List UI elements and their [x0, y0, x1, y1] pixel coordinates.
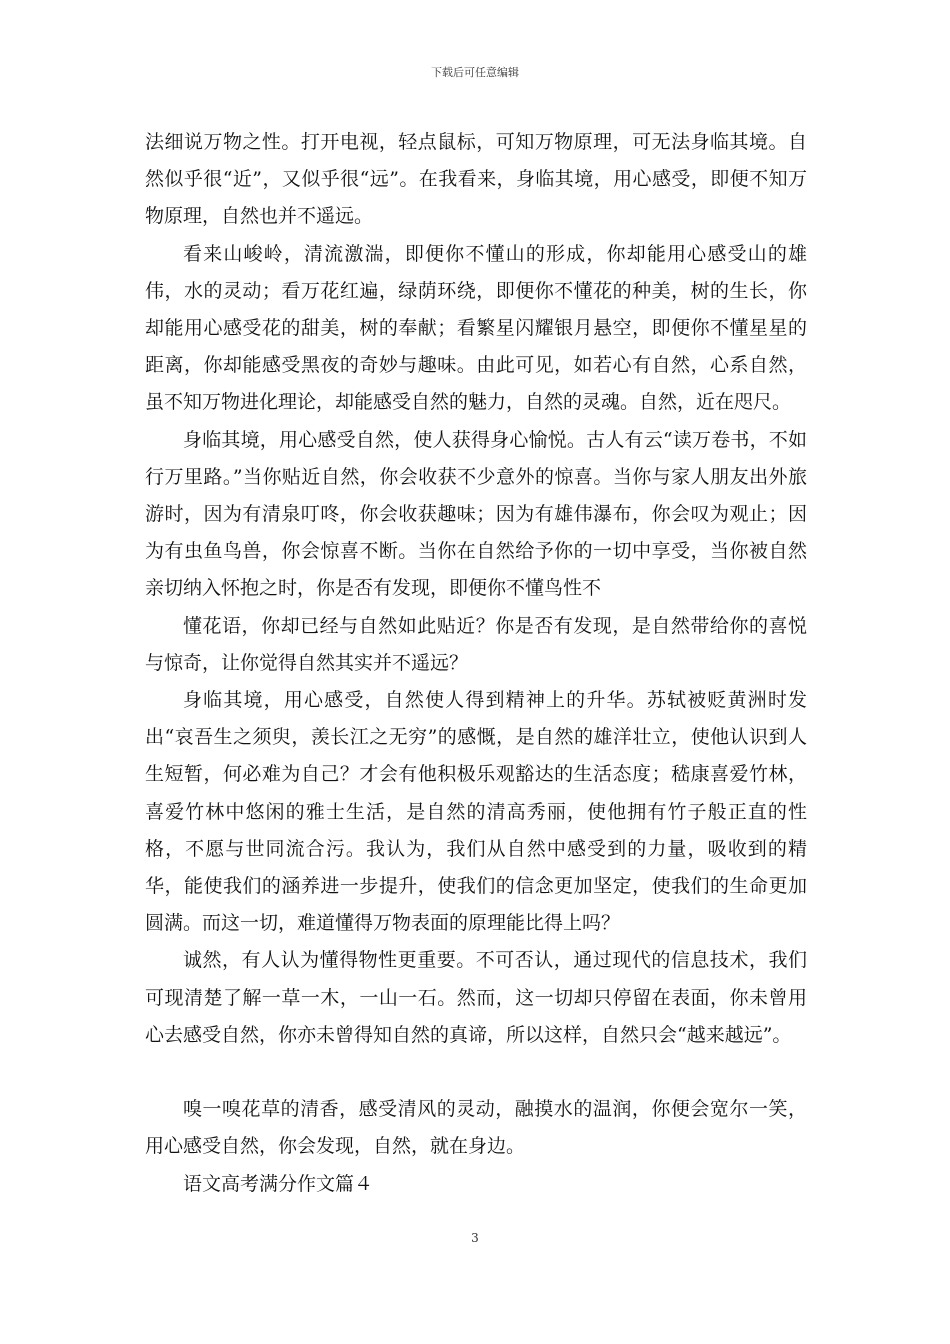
paragraph-5: 身临其境，用心感受，自然使人得到精神上的升华。苏轼被贬黄洲时发出“哀吾生之须臾，羡长江之无穷”的感慨，是自然的雄洋壮立，使他认识到人生短暂，何必难为自己？才会有他积极乐观豁达的生活态度；嵇康喜爱竹林，喜爱竹林中悠闲的雅士生活，是自然的清高秀丽，使他拥有竹子般正直的性格，不愿与世同流合污。我认为，我们从自然中感受到的力量，吸收到的精华，能使我们的涵养进一步提升，使我们的信念更加坚定，使我们的生命更加圆满。而这一切，难道懂得万物表面的原理能比得上吗？: [145, 689, 807, 935]
essay-heading: 语文高考满分作文篇４: [183, 1172, 374, 1195]
paragraph-3: 身临其境，用心感受自然，使人获得身心愉悦。古人有云“读万卷书，不如行万里路。”当你贴近自然，你会收获不少意外的惊喜。当你与家人朋友出外旅游时，因为有清泉叮咚，你会收获趣味；因为有雄伟瀑布，你会叹为观止；因为有虫鱼鸟兽，你会惊喜不断。当你在自然给予你的一切中享受，当你被自然亲切纳入怀抱之时，你是否有发现，即便你不懂鸟性不: [145, 428, 807, 600]
paragraph-4: 懂花语，你却已经与自然如此贴近？你是否有发现，是自然带给你的喜悦与惊奇，让你觉得自然其实并不遥远？: [145, 614, 807, 674]
paragraph-1: 法细说万物之性。打开电视，轻点鼠标，可知万物原理，可无法身临其境。自然似乎很“近”，又似乎很“远”。在我看来，身临其境，用心感受，即便不知万物原理，自然也并不遥远。: [145, 131, 807, 228]
paragraph-7: 嗅一嗅花草的清香，感受清风的灵动，融摸水的温润，你便会宽尔一笑，用心感受自然，你会发现，自然，就在身边。: [145, 1098, 807, 1158]
page-number: 3: [471, 1231, 479, 1245]
paragraph-6: 诚然，有人认为懂得物性更重要。不可否认，通过现代的信息技术，我们可现清楚了解一草一木，一山一石。然而，这一切却只停留在表面，你未曾用心去感受自然，你亦未曾得知自然的真谛，所以这样，自然只会“越来越远”。: [145, 949, 807, 1046]
blank-line: [145, 1054, 807, 1091]
document-body: [145, 124, 807, 1203]
page-header-note: 下载后可任意编辑: [431, 66, 519, 79]
paragraph-2: 看来山峻岭，清流激湍，即便你不懂山的形成，你却能用心感受山的雄伟，水的灵动；看万花红遍，绿荫环绕，即便你不懂花的种美，树的生长，你却能用心感受花的甜美，树的奉献；看繁星闪耀银月悬空，即便你不懂星星的距离，你却能感受黑夜的奇妙与趣味。由此可见，如若心有自然，心系自然，虽不知万物进化理论，却能感受自然的魅力，自然的灵魂。自然，近在咫尺。: [145, 242, 807, 414]
